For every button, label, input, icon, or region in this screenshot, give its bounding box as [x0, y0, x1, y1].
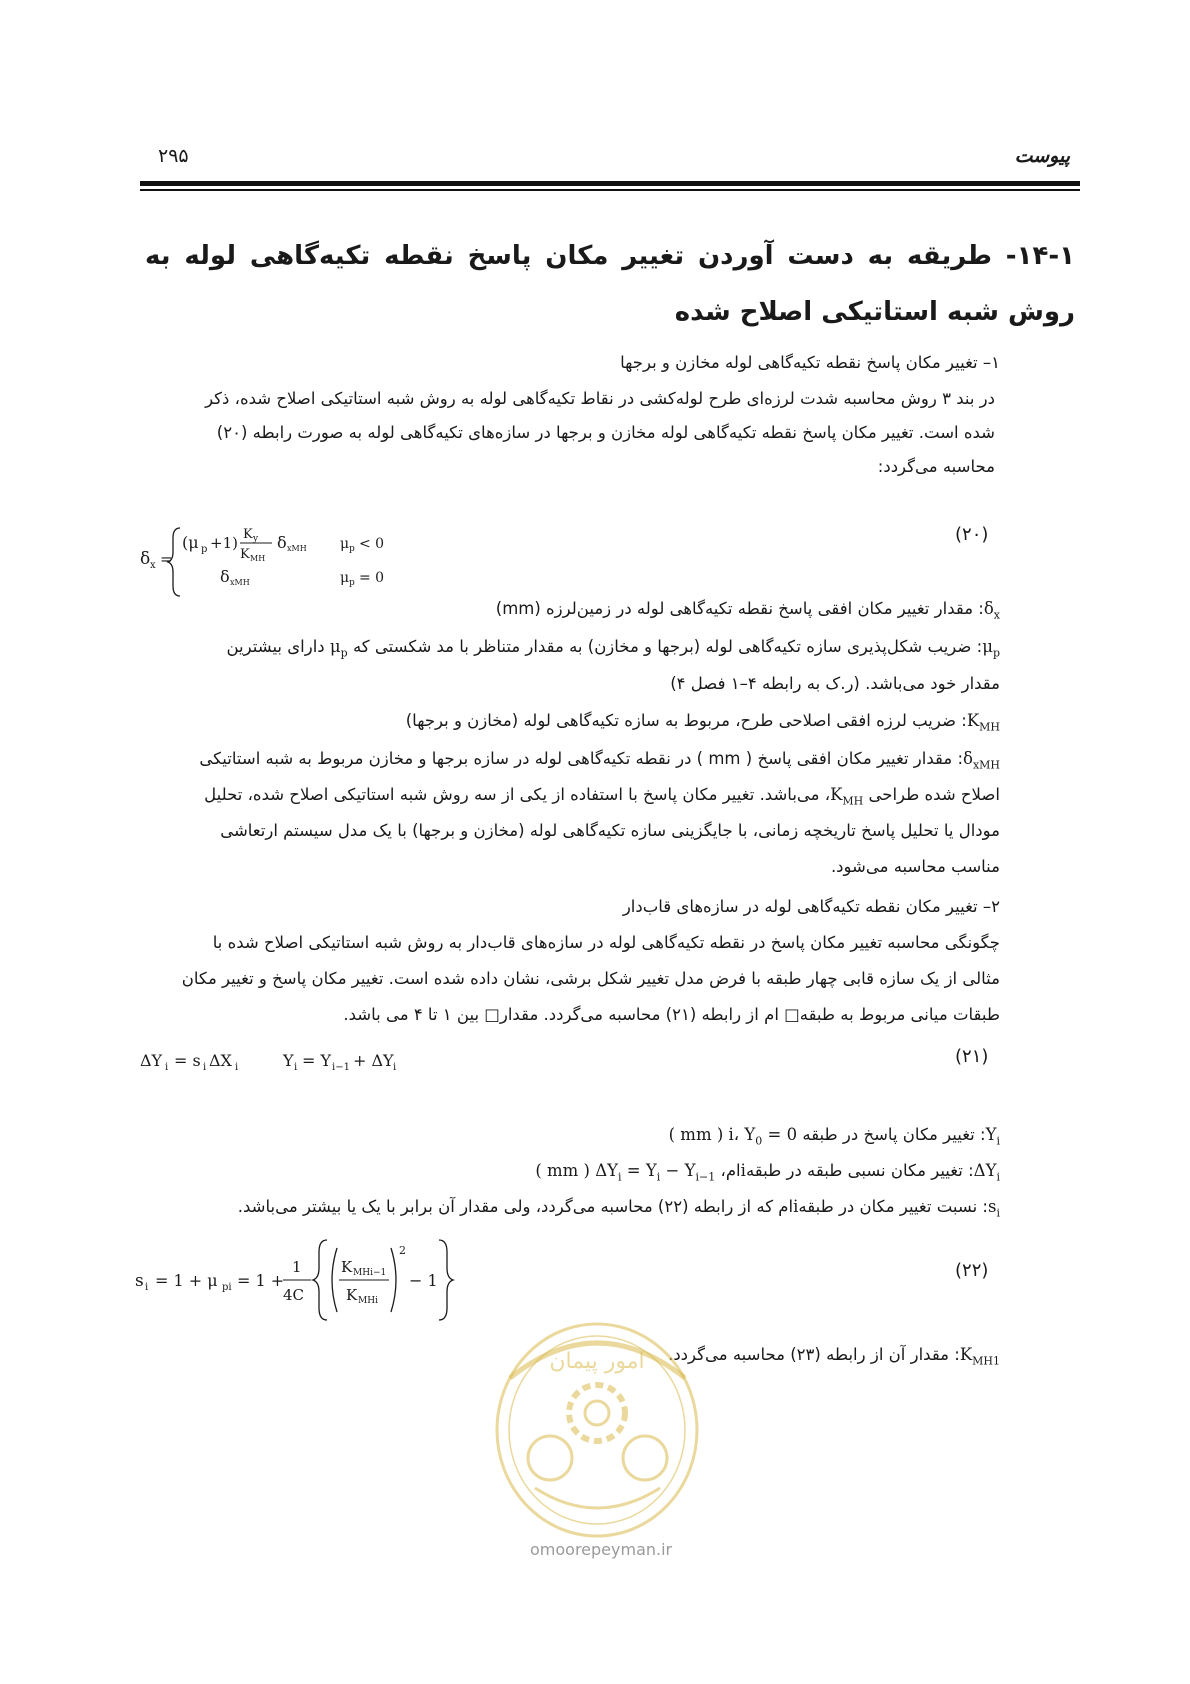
watermark-logo — [490, 1318, 705, 1543]
svg-text:δ: δ — [220, 567, 230, 586]
symbol-i-2: i — [793, 1197, 799, 1216]
symbol-si: $s_i$ — [988, 1197, 1000, 1220]
svg-text:δ: δ — [277, 533, 287, 552]
svg-text:i: i — [393, 1062, 397, 1073]
svg-text:ΔY: ΔY — [140, 1051, 163, 1070]
def-si-rest: ام که از رابطه (۲۲) محاسبه می‌گردد، ولی مقدار آن برابر با یک یا بیشتر می‌باشد. — [237, 1197, 794, 1216]
svg-text:4C: 4C — [283, 1286, 305, 1304]
svg-text:pi: pi — [222, 1282, 232, 1293]
symbol-yi-cond: i، $Y_0 = 0$ — [728, 1125, 798, 1148]
def-dxmh-line-4: مناسب محاسبه می‌شود. — [830, 857, 1000, 876]
svg-text:δ: δ — [140, 549, 151, 569]
def-mu-p-text: : ضریب شکل‌پذیری سازه تکیه‌گاهی لوله (برجها و مخازن) به مقدار متناظر با مد شکستی که — [352, 637, 983, 656]
def-yi-unit: ( mm ) — [668, 1125, 724, 1144]
svg-text:μ: μ — [340, 570, 350, 586]
symbol-kmh1: $K_{MH1}$ — [959, 1345, 1000, 1368]
def-mu-p-line-2: مقدار خود می‌باشد. (ر.ک به رابطه ۴–۱ فصل ۴) — [670, 674, 1000, 693]
symbol-delta-x: $\delta_x$ — [983, 599, 1000, 622]
def-dxmh-text-1: : مقدار تغییر مکان افقی پاسخ ( mm ) در نقطه تکیه‌گاهی لوله در سازه برجها و مخازن مربوط به شبه استاتیکی — [199, 749, 963, 768]
svg-text:(μ: (μ — [182, 533, 199, 552]
svg-text:i: i — [235, 1062, 239, 1073]
svg-text:=: = — [160, 550, 173, 568]
def-mu-p-line-1 — [140, 630, 1000, 670]
def-kmh1-text: : مقدار آن از رابطه (۲۳) محاسبه می‌گردد. — [668, 1345, 960, 1364]
watermark-text: امور پیمان — [549, 1349, 645, 1374]
def-dxmh-text-2b: ، می‌باشد. تغییر مکان پاسخ با استفاده از یکی از سه روش شبه استاتیکی اصلاح شده، تحلیل — [204, 785, 831, 804]
watermark-seal-icon — [490, 1318, 705, 1543]
svg-text:Y: Y — [283, 1051, 294, 1070]
def-dyi-unit: ( mm ) — [535, 1161, 590, 1180]
svg-text:K: K — [341, 1258, 353, 1276]
def-mu-p-end: دارای بیشترین — [226, 637, 325, 656]
def-yi — [669, 1118, 1000, 1158]
svg-text:x: x — [150, 560, 156, 571]
svg-text:μ: μ — [340, 536, 350, 552]
svg-text:MHi−1: MHi−1 — [353, 1268, 387, 1278]
svg-text:K: K — [240, 547, 250, 562]
def-delta-x — [496, 592, 1000, 632]
symbol-dxmh: $\delta_{xMH}$ — [963, 749, 1000, 772]
def-dyi-suffix: ام، — [720, 1161, 741, 1180]
symbol-mu-p-inline: $\mu_p$ — [329, 637, 348, 660]
equation-20-number: (۲۰) — [955, 524, 989, 545]
item2-line-3: طبقات میانی مربوط به طبقه□ ام از رابطه (۲۱) محاسبه می‌گردد. مقدار□ بین ۱ تا ۴ می باشد. — [343, 1005, 1000, 1024]
item2-line-2: مثالی از یک سازه قابی چهار طبقه با فرض مدل تغییر شکل برشی، نشان داده شده است. تغییر مکان پاسخ و تغییر مکان — [181, 969, 1000, 988]
equation-21 — [140, 1040, 480, 1080]
def-si — [238, 1190, 1000, 1230]
watermark-url: omoorepeyman.ir — [530, 1540, 673, 1559]
svg-text:= Y: = Y — [302, 1051, 332, 1070]
section-title: ۱۴-۱- طریقه به دست آوردن تغییر مکان پاسخ نقطه تکیه‌گاهی لوله به روش شبه استاتیکی اصلاح شده — [145, 241, 1075, 327]
item1-line-2: شده است. تغییر مکان پاسخ نقطه تکیه‌گاهی لوله مخازن و برجها در سازه‌های تکیه‌گاهی لوله به صورت رابطه (۲۰) — [216, 423, 995, 442]
svg-text:MH: MH — [250, 554, 266, 563]
def-dxmh-line-1 — [140, 742, 1000, 782]
svg-text:ΔX: ΔX — [209, 1051, 232, 1070]
svg-text:+1): +1) — [210, 534, 238, 552]
svg-text:= 1 +: = 1 + — [237, 1271, 285, 1290]
svg-text:xMH: xMH — [287, 544, 307, 553]
def-yi-text: : تغییر مکان پاسخ در طبقه — [802, 1125, 986, 1144]
def-dxmh-line-2 — [140, 778, 1000, 818]
equation-20-graphic — [140, 520, 440, 600]
item2-heading: ۲– تغییر مکان نقطه تکیه‌گاهی لوله در سازه‌های قاب‌دار — [622, 897, 1000, 916]
item1-line-3: محاسبه می‌گردد: — [877, 457, 995, 476]
svg-text:K: K — [346, 1286, 358, 1304]
svg-text:p: p — [201, 544, 208, 555]
svg-text:p: p — [349, 544, 355, 554]
svg-text:< 0: < 0 — [359, 536, 385, 552]
equation-21-graphic — [140, 1040, 480, 1080]
equation-22 — [135, 1228, 465, 1324]
equation-21-number: (۲۱) — [955, 1046, 989, 1067]
svg-text:s: s — [135, 1271, 144, 1291]
def-dxmh-line-3: مودال یا تحلیل پاسخ تاریخچه زمانی، با جایگزینی سازه تکیه‌گاهی لوله (مخازن و برجها) با یک مدل سیستم ارتعاشی — [220, 821, 1000, 840]
chapter-title: پیوست — [1014, 145, 1070, 167]
svg-text:i: i — [145, 1282, 149, 1293]
page-number: ۲۹۵ — [158, 145, 189, 167]
svg-text:= s: = s — [174, 1051, 201, 1070]
def-delta-x-text: : مقدار تغییر مکان افقی پاسخ نقطه تکیه‌گاهی لوله در زمین‌لرزه (mm) — [495, 599, 984, 618]
item1-heading: ۱– تغییر مکان پاسخ نقطه تکیه‌گاهی لوله مخازن و برجها — [620, 353, 1000, 372]
header-rule-thin — [140, 189, 1080, 191]
equation-22-graphic — [135, 1228, 465, 1324]
def-dyi-text: : تغییر مکان نسبی طبقه در طبقه — [745, 1161, 974, 1180]
svg-text:= 0: = 0 — [359, 570, 385, 586]
running-header — [140, 145, 1070, 169]
header-rule-thick — [140, 181, 1080, 186]
svg-text:i−1: i−1 — [332, 1062, 350, 1073]
svg-text:MHi: MHi — [358, 1296, 378, 1306]
symbol-dyi-formula: $\Delta Y_i = Y_i - Y_{i-1}$ — [595, 1161, 716, 1184]
symbol-kmh: $K_{MH}$ — [966, 711, 1000, 734]
def-dxmh-text-2a: اصلاح شده طراحی — [868, 785, 1000, 804]
symbol-yi: $Y_i$ — [985, 1125, 1000, 1148]
svg-text:xMH: xMH — [230, 578, 250, 587]
def-kmh-text: : ضریب لرزه افقی اصلاحی طرح، مربوط به سازه تکیه‌گاهی لوله (مخازن و برجها) — [405, 711, 967, 730]
svg-text:i: i — [165, 1062, 169, 1073]
item2-line-1: چگونگی محاسبه تغییر مکان پاسخ در نقطه تکیه‌گاهی لوله در سازه‌های قاب‌دار به روش شبه استاتیکی اصلاح شده با — [212, 933, 1000, 952]
svg-text:i: i — [294, 1062, 298, 1073]
svg-text:p: p — [349, 578, 355, 588]
svg-text:− 1: − 1 — [409, 1271, 438, 1290]
svg-text:+ ΔY: + ΔY — [353, 1051, 394, 1070]
equation-20 — [140, 520, 440, 600]
symbol-kmh-inline: $K_{MH}$ — [830, 785, 864, 808]
symbol-mu-p: $\mu_p$ — [982, 637, 1000, 660]
symbol-i: i — [740, 1161, 746, 1180]
def-kmh1 — [668, 1338, 1000, 1378]
def-dyi — [535, 1154, 1000, 1194]
svg-text:1: 1 — [292, 1258, 302, 1276]
svg-text:2: 2 — [399, 1244, 406, 1257]
svg-text:i: i — [203, 1062, 207, 1073]
svg-text:K: K — [243, 527, 253, 542]
equation-22-number: (۲۲) — [955, 1260, 989, 1281]
svg-text:= 1 + μ: = 1 + μ — [155, 1271, 218, 1290]
symbol-dyi: $\Delta Y_i$ — [973, 1161, 1000, 1184]
def-kmh — [406, 704, 1000, 744]
def-si-text: : نسبت تغییر مکان در طبقه — [798, 1197, 988, 1216]
svg-text:y: y — [253, 534, 259, 544]
item1-line-1: در بند ۳ روش محاسبه شدت لرزه‌ای طرح لوله‌کشی در نقاط تکیه‌گاهی لوله به روش شبه استاتیکی اصلاح شده، ذکر — [205, 389, 995, 408]
